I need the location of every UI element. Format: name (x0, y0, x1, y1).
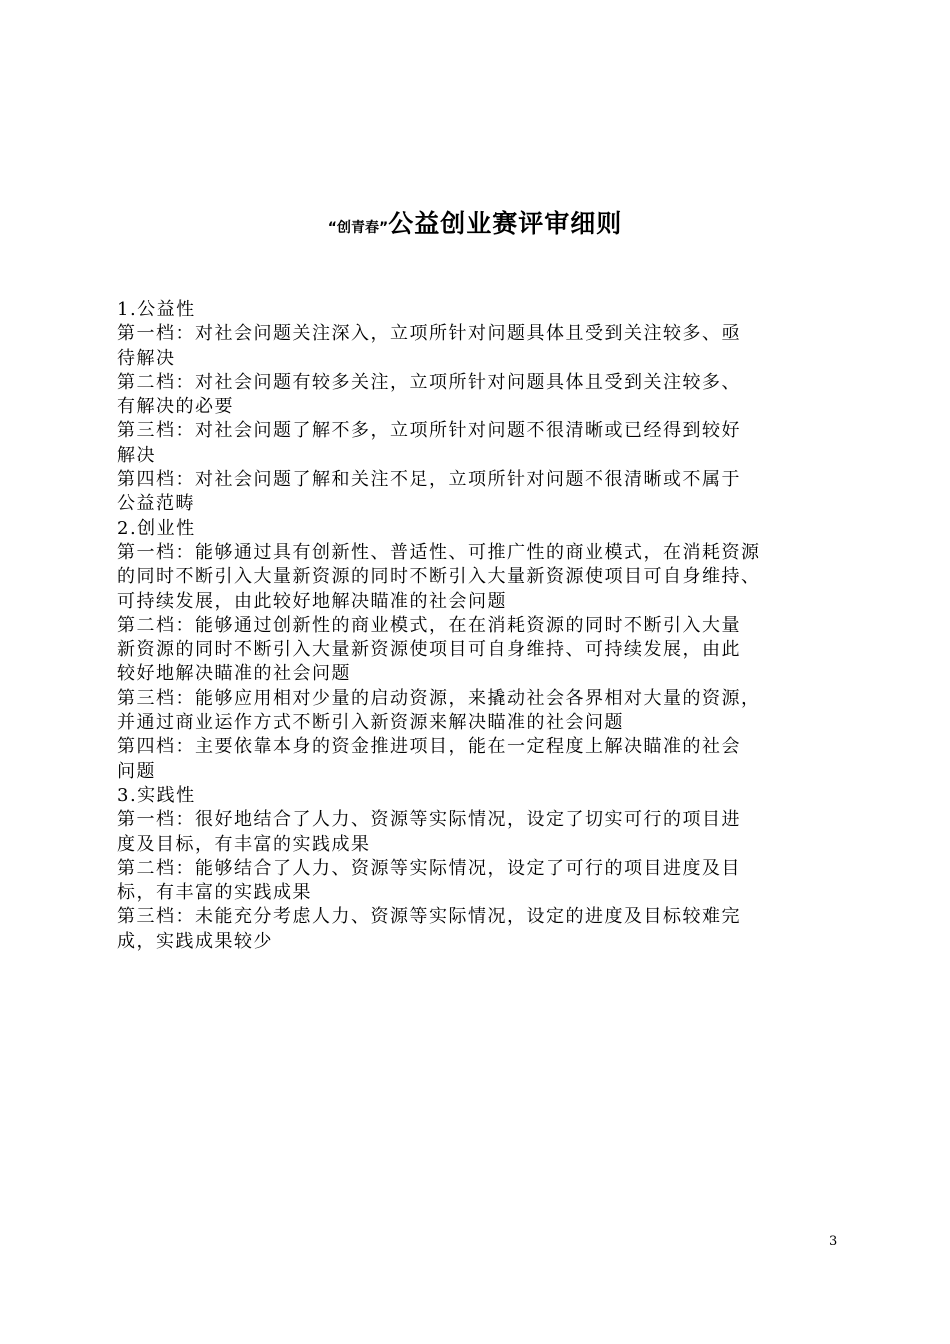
criterion-line: 较好地解决瞄准的社会问题 (117, 663, 351, 685)
criterion-line: 第一档：很好地结合了人力、资源等实际情况，设定了切实可行的项目进 (117, 809, 741, 831)
criterion-line: 第三档：未能充分考虑人力、资源等实际情况，设定的进度及目标较难完 (117, 906, 741, 928)
document-title (0, 204, 950, 240)
criterion-line: 可持续发展，由此较好地解决瞄准的社会问题 (117, 590, 507, 612)
criterion-line: 解决 (117, 444, 156, 466)
criterion-line: 第二档：能够结合了人力、资源等实际情况，设定了可行的项目进度及目 (117, 857, 741, 879)
criterion-line: 度及目标，有丰富的实践成果 (117, 833, 371, 855)
criterion-line: 第二档：能够通过创新性的商业模式，在在消耗资源的同时不断引入大量 (117, 614, 741, 636)
criterion-line: 并通过商业运作方式不断引入新资源来解决瞄准的社会问题 (117, 712, 624, 734)
criterion-line: 第一档：能够通过具有创新性、普适性、可推广性的商业模式，在消耗资源 (117, 541, 761, 563)
criterion-line: 成，实践成果较少 (117, 930, 273, 952)
section-heading: 1.公益性 (117, 299, 196, 320)
section-heading: 2.创业性 (117, 517, 196, 539)
page-number: 3 (829, 1234, 838, 1249)
criterion-line: 有解决的必要 (117, 396, 234, 418)
document-body (117, 298, 852, 954)
criterion-line: 的同时不断引入大量新资源的同时不断引入大量新资源使项目可自身维持、 (117, 566, 761, 588)
criterion-line: 第四档：主要依靠本身的资金推进项目，能在一定程度上解决瞄准的社会 (117, 736, 741, 758)
criterion-line: 新资源的同时不断引入大量新资源使项目可自身维持、可持续发展，由此 (117, 639, 741, 661)
criterion-line: 标，有丰富的实践成果 (117, 882, 312, 904)
title-main: 公益创业赛评审细则 (388, 209, 623, 238)
criterion-line: 第四档：对社会问题了解和关注不足，立项所针对问题不很清晰或不属于 (117, 469, 741, 491)
criterion-line: 问题 (117, 760, 156, 782)
criterion-line: 第一档：对社会问题关注深入，立项所针对问题具体且受到关注较多、亟 (117, 323, 741, 345)
criterion-line: 第二档：对社会问题有较多关注，立项所针对问题具体且受到关注较多、 (117, 371, 741, 393)
section-heading: 3.实践性 (117, 784, 196, 806)
criterion-line: 第三档：对社会问题了解不多，立项所针对问题不很清晰或已经得到较好 (117, 420, 741, 442)
criterion-line: 第三档：能够应用相对少量的启动资源，来撬动社会各界相对大量的资源， (117, 687, 761, 709)
criterion-line: 公益范畴 (117, 493, 195, 515)
title-prefix: “创青春” (327, 220, 389, 236)
criterion-line: 待解决 (117, 347, 176, 369)
